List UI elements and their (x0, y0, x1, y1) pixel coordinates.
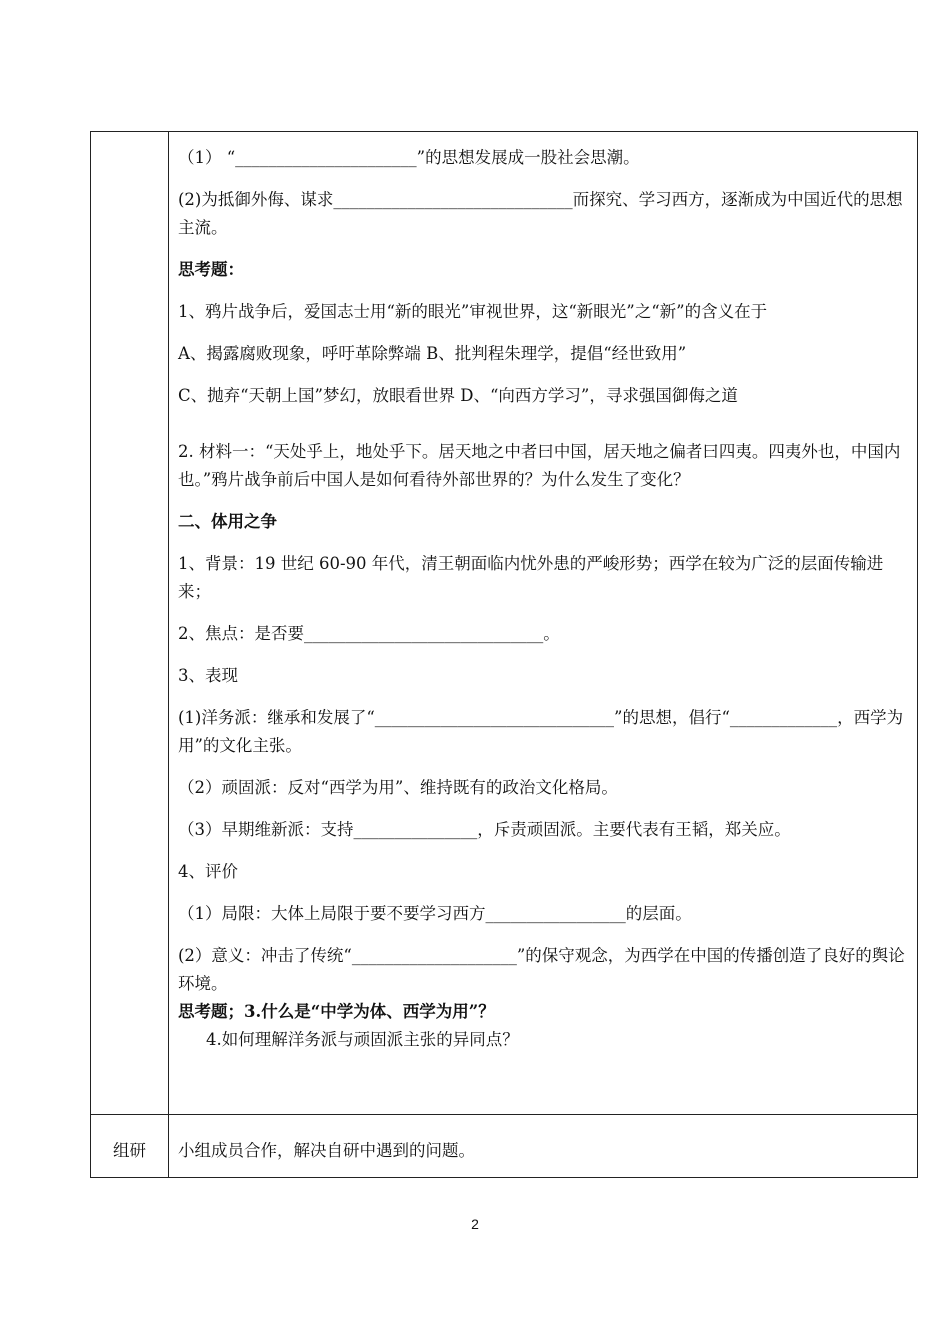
westernization-item: (1)洋务派：继承和发展了“_____________________________”的思想，倡行“_____________，西学为用”的文化主张。 (178, 708, 904, 755)
group-study-text: 小组成员合作，解决自研中遇到的问题。 (178, 1141, 475, 1160)
manifestation-heading: 3、表现 (178, 666, 238, 685)
table-row (91, 132, 918, 1115)
row-label-cell (91, 132, 169, 1115)
row-label-cell (91, 1115, 169, 1178)
blank-question-1: （1） “______________________”的思想发展成一股社会思潮。 (178, 148, 640, 167)
spacer (178, 410, 909, 438)
choice-options-cd: C、抛弃“天朝上国”梦幻，放眼看世界 D、“向西方学习”，寻求强国御侮之道 (178, 386, 738, 405)
worksheet-table (90, 131, 918, 1178)
section-heading-tiyong: 二、体用之争 (178, 512, 277, 531)
focus-item: 2、焦点：是否要_____________________________。 (178, 624, 560, 643)
blank-question-2: (2)为抵御外侮、谋求_____________________________而探究、学习西方，逐渐成为中国近代的思想主流。 (178, 190, 903, 237)
choice-options-ab: A、揭露腐败现象，呼吁革除弊端 B、批判程朱理学，提倡“经世致用” (178, 344, 687, 363)
significance-item: (2）意义：冲击了传统“____________________”的保守观念，为西学在中国的传播创造了良好的舆论环境。 (178, 946, 905, 993)
self-study-content (169, 132, 918, 1115)
section-heading-thinking: 思考题： (178, 260, 244, 279)
evaluation-heading: 4、评价 (178, 862, 238, 881)
background-item: 1、背景：19 世纪 60-90 年代，清王朝面临内忧外患的严峻形势；西学在较为广泛的层面传输进来； (178, 554, 884, 601)
spacer (178, 1054, 909, 1114)
thinking-question-4: 4.如何理解洋务派与顽固派主张的异同点？ (206, 1030, 519, 1049)
group-study-content (169, 1115, 918, 1178)
thinking-question-2: 2. 材料一：“天处乎上，地处乎下。居天地之中者曰中国，居天地之偏者曰四夷。四夷外也，中国内也。”鸦片战争前后中国人是如何看待外部世界的？为什么发生了变化？ (178, 442, 901, 489)
limitation-item: （1）局限：大体上局限于要不要学习西方_________________的层面。 (178, 904, 692, 923)
thinking-question-1: 1、鸦片战争后，爱国志士用“新的眼光”审视世界，这“新眼光”之“新”的含义在于 (178, 302, 768, 321)
table-row (91, 1115, 918, 1178)
reformist-item: （3）早期维新派：支持_______________，斥责顽固派。主要代表有王韬，郑关应。 (178, 820, 791, 839)
thinking-question-3: 思考题；3.什么是“中学为体、西学为用”？ (178, 1002, 495, 1021)
row-label-group-study: 组研 (113, 1141, 146, 1160)
conservative-item: （2）顽固派：反对“西学为用”、维持既有的政治文化格局。 (178, 778, 618, 797)
page-number: 2 (471, 1216, 479, 1232)
